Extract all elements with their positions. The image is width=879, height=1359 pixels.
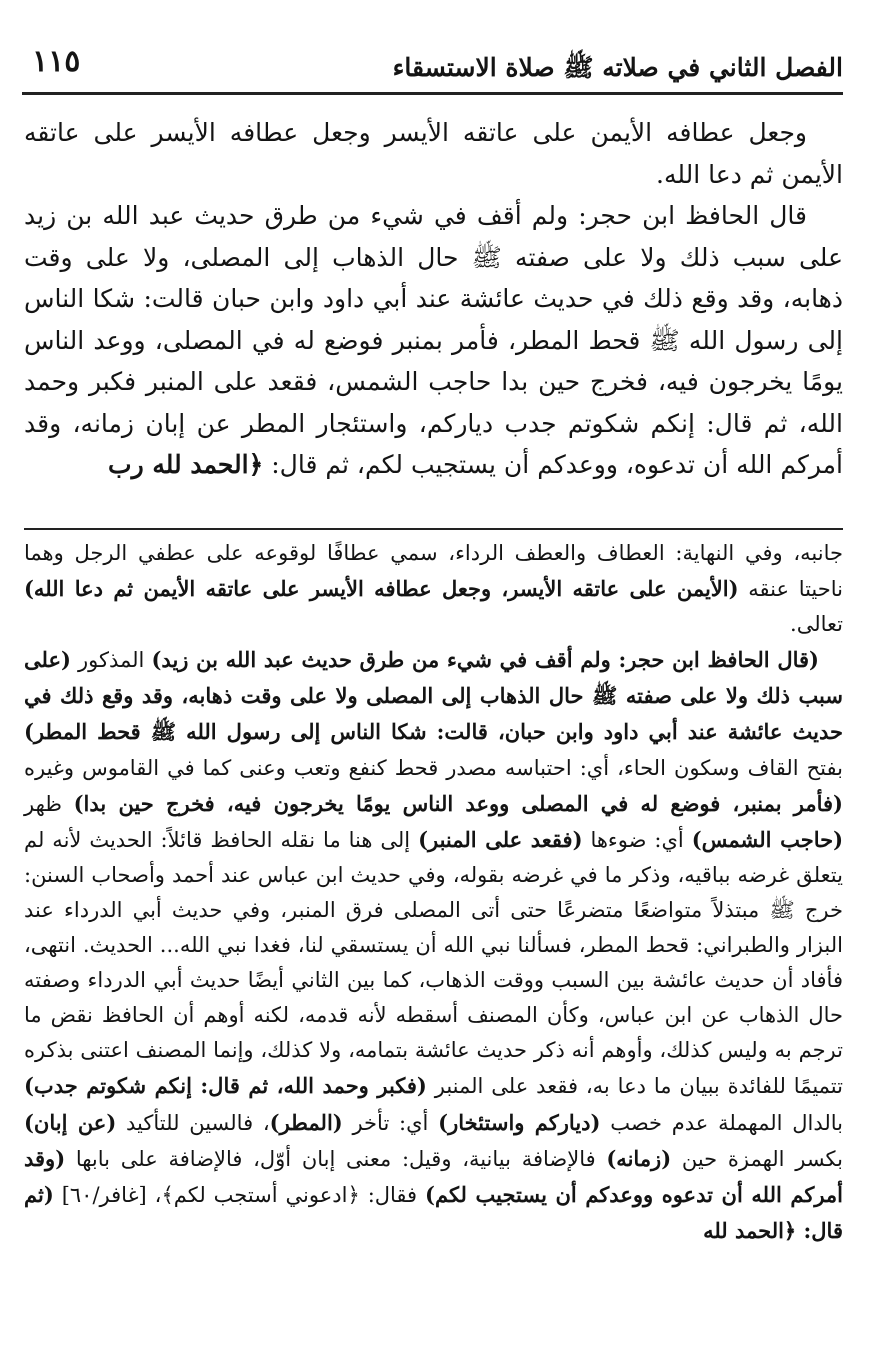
commentary-text: بفتح القاف وسكون الحاء، أي: احتباسه مصدر قحط كنفع وتعب وعنى كما في القاموس وغيره xyxy=(24,755,843,780)
bold-quoted-text: (عن إبان) xyxy=(24,1109,117,1135)
commentary-text: ظهر xyxy=(24,791,74,816)
footnote-divider xyxy=(24,528,843,530)
bold-quoted-text: (ثم قال: ﴿الحمد لله xyxy=(24,1181,843,1243)
running-title: الفصل الثاني في صلاته ﷺ صلاة الاستسقاء xyxy=(392,53,843,82)
footnote-1 xyxy=(24,536,843,642)
commentary-text: المذكور xyxy=(70,648,152,673)
commentary-text: فقال: ﴿ادعوني أستجب لكم﴾، [غافر/٦٠] xyxy=(53,1182,426,1207)
main-text xyxy=(24,112,843,486)
bold-quoted-text: (دياركم واستئخار) xyxy=(438,1109,601,1135)
bold-quoted-text: (قال الحافظ ابن حجر: ولم أقف في شيء من طرق حديث عبد الله بن زيد) xyxy=(151,647,819,673)
bold-quoted-text: (زمانه) xyxy=(606,1145,672,1171)
commentary-text: جانبه، وفي النهاية: العطاف والعطف الرداء، سمي عطافًا لوقوعه على عطفي الرجل وهما ناحيتا عنقه xyxy=(24,541,843,602)
main-paragraph-2-text: قال الحافظ ابن حجر: ولم أقف في شيء من طرق حديث عبد الله بن زيد على سبب ذلك ولا على صفته ﷺ حال الذهاب إلى المصلى، ولا على وقت ذهابه، وقد وقع ذلك في حديث عائشة عند أبي داود وابن حبان قالت: شكا الناس إلى رسول الله ﷺ قحط المطر، فأمر بمنبر فوضع له في المصلى، ووعد الناس يومًا يخرجون فيه، فخرج حين بدا حاجب الشمس، فقعد على المنبر فكبر وحمد الله، ثم قال: إنكم شكوتم جدب دياركم، واستئجار المطر عن إبان زمانه، وقد أمركم الله أن تدعوه، ووعدكم أن يستجيب لكم، ثم قال: xyxy=(24,201,843,479)
page-header xyxy=(22,40,843,95)
commentary-text: ، فالسين للتأكيد xyxy=(116,1110,270,1135)
bold-quoted-text: (وقد أمركم الله أن تدعوه ووعدكم أن يستجيب لكم) xyxy=(24,1145,844,1207)
bold-quoted-text: (فأمر بمنبر، فوضع له في المصلى ووعد الناس يومًا يخرجون فيه، فخرج حين بدا) xyxy=(73,790,843,816)
bold-quoted-text: (فقعد على المنبر) xyxy=(418,826,583,852)
commentary-text: بكسر الهمزة حين xyxy=(671,1146,843,1171)
bold-quoted-text: (المطر) xyxy=(269,1109,343,1135)
commentary-text: تعالى. xyxy=(790,612,843,637)
commentary-text: أي: ضوءها xyxy=(582,827,692,852)
bold-quoted-text: (حاجب الشمس) xyxy=(691,826,844,852)
bold-quoted-text: (الأيمن على عاتقه الأيسر، وجعل عطافه الأيسر على عاتقه الأيمن ثم دعا الله) xyxy=(24,576,739,602)
bold-quoted-text: (على سبب ذلك ولا على صفته ﷺ حال الذهاب إلى المصلى ولا على وقت ذهابه، وقد وقع ذلك في حديث عائشة عند أبي داود وابن حبان، قالت: شكا الناس إلى رسول الله ﷺ قحط المطر) xyxy=(24,647,843,745)
commentary-text: أي: تأخر xyxy=(342,1110,439,1135)
footnotes xyxy=(24,536,843,1249)
commentary-text: إلى هنا ما نقله الحافظ قائلاً: الحديث لأنه لم يتعلق غرضه بباقيه، وذكر ما في غرضه بقوله، وفي حديث ابن عباس عند أحمد وأصحاب السنن: خرج ﷺ مبتذلاً متواضعًا متضرعًا حتى أتى المصلى فرق المنبر، وفي حديث أبي الدرداء عند البزار والطبراني: قحط المطر، فسألنا نبي الله أن يستسقي لنا، فغدا نبي الله... الحديث. انتهى، فأفاد أن حديث عائشة بين السبب ووقت الذهاب، كما بين الثاني أيضًا حديث أبي الدرداء وصفته حال الذهاب عن ابن عباس، وكأن المصنف أسقطه لأنه قدمه، لكنه أوهم أن الحافظ نقض ما ترجم به وليس كذلك، وأوهم أنه ذكر حديث عائشة بتمامه، ولا كذلك، وإنما المصنف اعتنى بذكره تتميمًا للفائدة ببيان ما دعا به، فقعد على المنبر xyxy=(24,827,843,1099)
main-paragraph-1: وجعل عطافه الأيمن على عاتقه الأيسر وجعل عطافه الأيسر على عاتقه الأيمن ثم دعا الله. xyxy=(24,118,843,189)
main-paragraph-2 xyxy=(24,195,843,486)
footnote-2 xyxy=(24,642,843,1249)
page-number: ١١٥ xyxy=(32,44,81,79)
commentary-text: بالدال المهملة عدم خصب xyxy=(600,1110,843,1135)
bold-quoted-text: (فكبر وحمد الله، ثم قال: إنكم شكوتم جدب) xyxy=(24,1073,427,1099)
commentary-text: فالإضافة بيانية، وقيل: معنى إبان أوّل، فالإضافة على بابها xyxy=(65,1146,607,1171)
quran-quote: ﴿الحمد لله رب xyxy=(108,450,264,479)
